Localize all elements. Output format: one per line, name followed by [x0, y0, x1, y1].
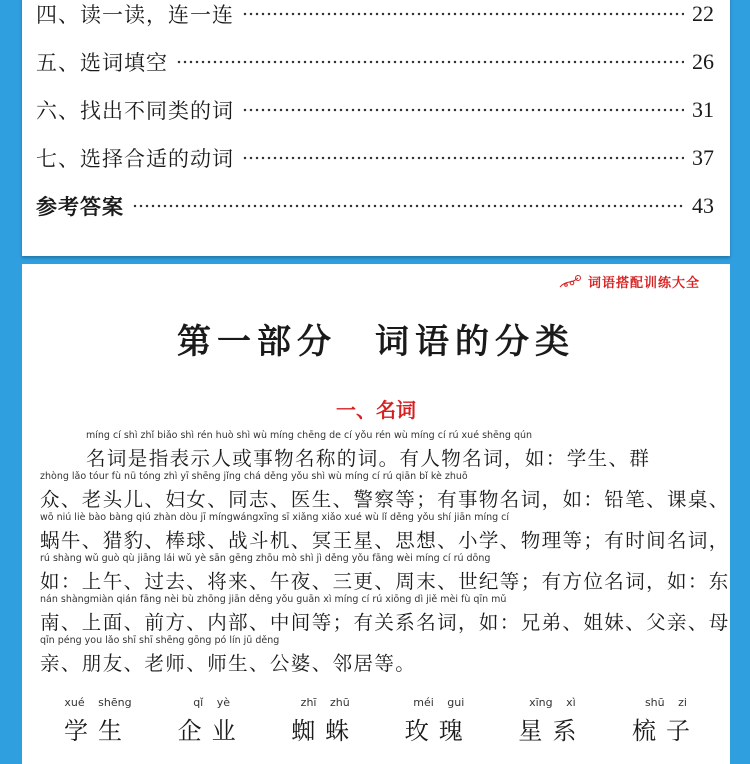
body-paragraph [40, 430, 730, 676]
hanzi-text: 南、上面、前方、内部、中间等；有关系名词，如：兄弟、姐妹、父亲、母 [40, 611, 730, 634]
toc-entry-title: 七、选择合适的动词 [36, 147, 234, 171]
pinyin-annotation: qīn péng you lǎo shī shī shēng gōng pó lín jū děng [40, 635, 280, 646]
pinyin-annotation: wō niú liè bào bàng qiú zhàn dòu jī míngwángxīng sī xiǎng xiǎo xué wù lǐ děng yǒu shí jiān míng cí [40, 512, 510, 523]
vocab-item [52, 696, 144, 746]
section-heading: 一、名词 [336, 398, 416, 422]
pinyin-annotation: nán shàngmiàn qián fāng nèi bù zhōng jiān děng yǒu guān xì míng cí rú xiōng dì jiě mèi fù qīn mǔ [40, 594, 507, 605]
toc-entry-title: 参考答案 [36, 194, 124, 219]
text-line [40, 512, 730, 553]
toc-entry-title: 六、找出不同类的词 [36, 99, 234, 123]
vocab-word: 学生 [64, 717, 132, 745]
dot-leader [242, 12, 684, 16]
series-header [558, 272, 700, 291]
hanzi-text: 如：上午、过去、将来、午夜、三更、周末、世纪等；有方位名词，如：东 [40, 570, 730, 593]
page-title-main: 词语的分类 [375, 322, 575, 362]
text-line [40, 594, 730, 635]
pinyin-annotation: rú shàng wǔ guò qù jiāng lái wǔ yè sān gēng zhōu mò shì jì děng yǒu fāng wèi míng cí rú dōng [40, 553, 491, 564]
page-title-part: 第一部分 [177, 322, 337, 362]
vocab-item [166, 696, 258, 746]
pinyin-annotation: zhòng lǎo tóur fù nǚ tóng zhì yī shēng jǐng chá děng yǒu shì wù míng cí rú qiān bǐ kè zhuō [40, 471, 468, 482]
toc-entry[interactable] [36, 94, 714, 126]
vocab-pinyin: qǐ yè [193, 696, 230, 709]
vocab-item [506, 696, 598, 746]
vocab-word: 企业 [177, 717, 246, 745]
hanzi-text: 众、老头儿、妇女、同志、医生、警察等；有事物名词，如：铅笔、课桌、 [40, 488, 730, 511]
toc-entry-page: 22 [692, 1, 714, 26]
vocab-pinyin: xīng xì [529, 696, 576, 709]
vocab-word: 梳子 [631, 717, 700, 745]
flower-icon [558, 274, 584, 290]
dot-leader [176, 60, 684, 64]
toc-entry-title: 四、读一读，连一连 [36, 3, 234, 27]
toc-entry[interactable] [36, 142, 714, 174]
vocab-word: 星系 [518, 717, 587, 745]
dot-leader [132, 204, 684, 208]
vocab-pinyin: xué shēng [64, 696, 132, 709]
vocab-word: 蜘蛛 [291, 717, 360, 745]
vocab-item [393, 696, 485, 746]
table-of-contents [22, 0, 730, 256]
toc-entry-page: 26 [692, 49, 714, 74]
dot-leader [242, 156, 684, 160]
hanzi-text: 亲、朋友、老师、师生、公婆、邻居等。 [40, 652, 417, 675]
toc-entry-answers[interactable] [36, 190, 714, 222]
toc-entry-page: 31 [692, 97, 714, 122]
toc-entry-page: 43 [692, 193, 714, 218]
text-line [40, 635, 712, 676]
vocab-word: 玫瑰 [404, 717, 473, 745]
vocab-pinyin: zhī zhū [300, 696, 350, 709]
toc-entry-page: 37 [692, 145, 714, 170]
toc-entry-title: 五、选词填空 [36, 51, 168, 75]
page-title [22, 314, 730, 363]
hanzi-text: 蜗牛、猎豹、棒球、战斗机、冥王星、思想、小学、物理等；有时间名词， [40, 529, 730, 552]
text-line [40, 553, 730, 594]
vocab-item [620, 696, 712, 746]
book-page [22, 264, 730, 764]
vocabulary-list [52, 696, 712, 746]
vocab-pinyin: méi gui [413, 696, 465, 709]
vocab-item [279, 696, 371, 746]
toc-entry[interactable] [36, 46, 714, 78]
series-title: 词语搭配训练大全 [587, 276, 700, 291]
pinyin-annotation: míng cí shì zhǐ biǎo shì rén huò shì wù míng chēng de cí yǒu rén wù míng cí rú xué shēng qún [86, 430, 533, 441]
hanzi-text: 名词是指表示人或事物名称的词。有人物名词，如：学生、群 [86, 447, 651, 470]
text-line [40, 430, 712, 471]
dot-leader [242, 108, 684, 112]
vocab-pinyin: shū zi [644, 696, 687, 709]
text-line [40, 471, 730, 512]
toc-entry[interactable] [36, 0, 714, 30]
